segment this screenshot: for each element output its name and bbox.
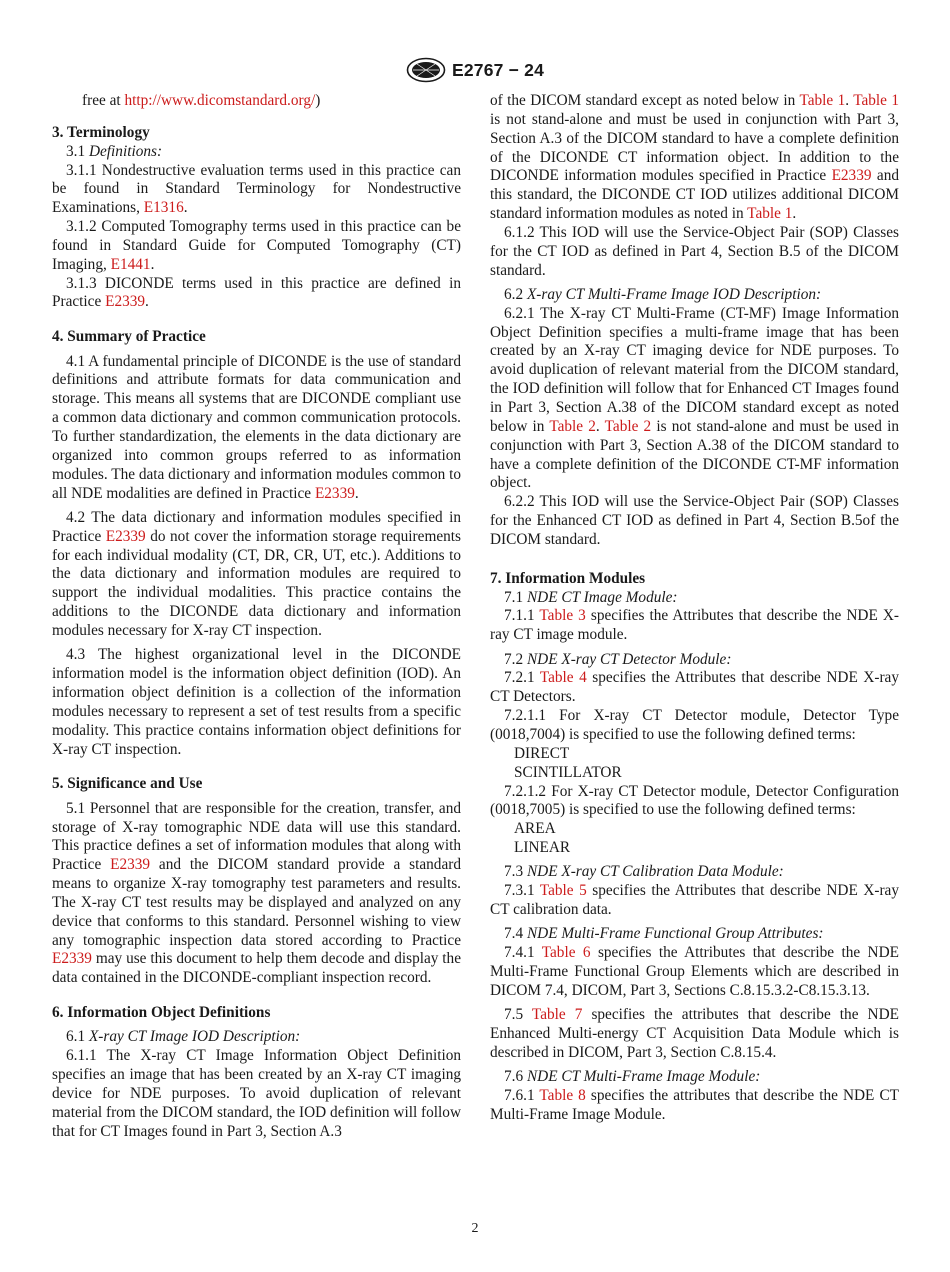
ref-table-3-link[interactable]: Table 3 — [539, 607, 586, 625]
para-7-4-1: 7.4.1 Table 6 specifies the Attributes that describe the NDE Multi-Frame Functional Group Elements which are described in DICOM 7.4, DICOM, Part 3, Sections C.8.15.3.2-C8.15.3.13. — [490, 944, 899, 999]
ref-e2339-link[interactable]: E2339 — [52, 950, 92, 968]
section-7-title: 7. Information Modules — [490, 569, 646, 587]
defined-term-area: AREA — [514, 820, 556, 838]
dicom-url-link[interactable]: http://www.dicomstandard.org/ — [124, 92, 316, 109]
section-5-title: 5. Significance and Use — [52, 775, 203, 793]
para-5-1: 5.1 Personnel that are responsible for the creation, transfer, and storage of X-ray tomographic NDE data will use this standard. This practice defines a set of information modules that along with Practice E2339 and the DICOM standard provide a standard means to organize X-ray tomography test parameters and results. The X-ray CT test results may be displayed and analyzed on any device that conforms to this standard. Personnel wishing to view any tomographic inspection data stored according to Practice E2339 may use this document to help them decode and display the data contained in the DICONDE-compliant inspection record. — [52, 799, 461, 987]
para-7-2-1: 7.2.1 Table 4 specifies the Attributes that describe NDE X-ray CT Detectors. — [490, 669, 899, 706]
ref-table-1-link[interactable]: Table 1 — [747, 205, 793, 223]
para-4-3: 4.3 The highest organizational level in the DICONDE information model is the information object definition (IOD). An information object definition is a collection of the information modules necessary to represent a set of test results from a specific modality. This practice contains information object definitions for X-ray CT inspection. — [52, 646, 461, 758]
ref-e1316-link[interactable]: E1316 — [143, 199, 184, 217]
para-3-1-3: 3.1.3 DICONDE terms used in this practice are defined in Practice E2339. — [52, 274, 461, 311]
ref-table-2-link[interactable]: Table 2 — [549, 417, 596, 435]
para-4-1: 4.1 A fundamental principle of DICONDE is the use of standard definitions and attribute formats for data communication and storage. This means all systems that are DICONDE compliant use a common data dictionary and common communication protocols. To further standardization, the elements in the data dictionary are organized into common groups referred to as information modules. The data dictionary and information modules common to all NDE modalities are defined in Practice E2339. — [52, 352, 461, 502]
ref-e2339-link[interactable]: E2339 — [105, 293, 146, 311]
ref-table-1-link[interactable]: Table 1 — [799, 92, 846, 109]
para-7-5: 7.5 Table 7 specifies the attributes that describe the NDE Enhanced Multi-energy CT Acquisition Data Module which is described in DICOM, Part 3, Section C.8.15.4. — [490, 1006, 899, 1061]
para-3-1-2: 3.1.2 Computed Tomography terms used in this practice can be found in Standard Guide for Computed Tomography (CT) Imaging, E1441. — [52, 218, 461, 273]
ref-table-7-link[interactable]: Table 7 — [531, 1006, 583, 1024]
para-7-6: 7.6 NDE CT Multi-Frame Image Module: — [504, 1068, 761, 1086]
page-header — [0, 56, 950, 84]
para-7-2: 7.2 NDE X-ray CT Detector Module: — [504, 650, 732, 668]
para-7-3-1: 7.3.1 Table 5 specifies the Attributes that describe NDE X-ray CT calibration data. — [490, 882, 899, 919]
ref-e2339-link[interactable]: E2339 — [831, 167, 872, 185]
ref-e1441-link[interactable]: E1441 — [110, 255, 151, 273]
para-7-2-1-1: 7.2.1.1 For X-ray CT Detector module, Detector Type (0018,7004) is specified to use the following defined terms: — [490, 707, 899, 743]
para-6-2-2: 6.2.2 This IOD will use the Service-Object Pair (SOP) Classes for the Enhanced CT IOD as defined in Part 4, Section B.5of the DICOM standard. — [490, 493, 899, 548]
ref-e2339-link[interactable]: E2339 — [110, 856, 151, 874]
para-7-2-1-2: 7.2.1.2 For X-ray CT Detector module, Detector Configuration (0018,7005) is specified to use the following defined terms: — [490, 782, 899, 819]
left-column — [52, 92, 461, 1142]
para-6-2-1: 6.2.1 The X-ray CT Multi-Frame (CT-MF) Image Information Object Definition specifies a multi-frame image that has been created by an X-ray CT imaging device for NDE purposes. To avoid duplication of relevant material from the DICOM standard, the IOD definition will follow that for Enhanced CT Images found in Part 3, Section A.38 of the DICOM standard except as noted below in Table 2. Table 2 is not stand-alone and must be used in conjunction with Part 3, Section A.38 of the DICOM standard to have a complete definition of the DICONDE CT-MF information object. — [490, 304, 900, 492]
para-7-3: 7.3 NDE X-ray CT Calibration Data Module: — [504, 863, 784, 881]
ref-table-6-link[interactable]: Table 6 — [541, 944, 591, 962]
ref-table-5-link[interactable]: Table 5 — [539, 882, 587, 900]
right-column — [490, 92, 899, 1125]
para-7-1: 7.1 NDE CT Image Module: — [504, 588, 678, 606]
para-6-1-2: 6.1.2 This IOD will use the Service-Object Pair (SOP) Classes for the CT IOD as defined in Part 4, Section B.5 of the DICOM standard. — [490, 223, 899, 279]
para-3-1-1: 3.1.1 Nondestructive evaluation terms used in this practice can be found in Standard Terminology for Nondestructive Examinations, E1316. — [52, 161, 461, 217]
ref-e2339-link[interactable]: E2339 — [105, 527, 146, 545]
para-7-1-1: 7.1.1 Table 3 specifies the Attributes that describe the NDE X-ray CT image module. — [490, 607, 899, 644]
ref-table-2-link[interactable]: Table 2 — [604, 417, 652, 435]
para-6-1-1-continued: of the DICOM standard except as noted below in Table 1. Table 1 is not stand-alone and must be used in conjunction with Part 3, Section A.3 of the DICOM standard to have a complete definition of the DICONDE CT information object. In addition to the DICONDE information modules specified in Practice E2339 and this standard, the DICONDE CT IOD utilizes additional DICOM standard information modules as noted in Table 1. — [490, 92, 899, 223]
para-6-2: 6.2 X-ray CT Multi-Frame Image IOD Description: — [504, 285, 822, 303]
ref-table-8-link[interactable]: Table 8 — [539, 1087, 586, 1105]
defined-term-direct: DIRECT — [514, 744, 570, 762]
ref-table-1-link[interactable]: Table 1 — [853, 92, 899, 109]
document-designation: E2767 − 24 — [451, 59, 544, 80]
section-4-title: 4. Summary of Practice — [52, 328, 206, 346]
defined-term-scintillator: SCINTILLATOR — [514, 763, 622, 781]
page-number: 2 — [471, 1221, 479, 1236]
ref-table-4-link[interactable]: Table 4 — [539, 669, 587, 687]
para-4-2: 4.2 The data dictionary and information modules specified in Practice E2339 do not cover the information storage requirements for each individual modality (CT, DR, CR, UT, etc.). Additions to the data dictionary and information modules are required to support the individual modalities. This practice contains the additions to the DICONDE data dictionary and information modules necessary for X-ray CT inspection. — [52, 508, 461, 639]
ref-e2339-link[interactable]: E2339 — [314, 484, 355, 502]
defined-term-linear: LINEAR — [514, 839, 571, 857]
para-6-1: 6.1 X-ray CT Image IOD Description: — [66, 1028, 301, 1046]
astm-logo-icon — [406, 57, 446, 83]
para-7-6-1: 7.6.1 Table 8 specifies the attributes that describe the NDE CT Multi-Frame Image Module. — [490, 1087, 899, 1124]
section-3-title: 3. Terminology — [52, 123, 150, 141]
para-6-1-1: 6.1.1 The X-ray CT Image Information Object Definition specifies an image that has been created by an X-ray CT imaging device for NDE purposes. To avoid duplication of relevant material from the DICOM standard, the IOD definition will follow that for CT Images found in Part 3, Section A.3 — [52, 1047, 461, 1140]
para-7-4: 7.4 NDE Multi-Frame Functional Group Attributes: — [504, 925, 824, 943]
url-note: free at http://www.dicomstandard.org/) — [82, 92, 321, 109]
para-3-1: 3.1 Definitions: — [66, 142, 163, 160]
section-6-title: 6. Information Object Definitions — [52, 1004, 271, 1022]
